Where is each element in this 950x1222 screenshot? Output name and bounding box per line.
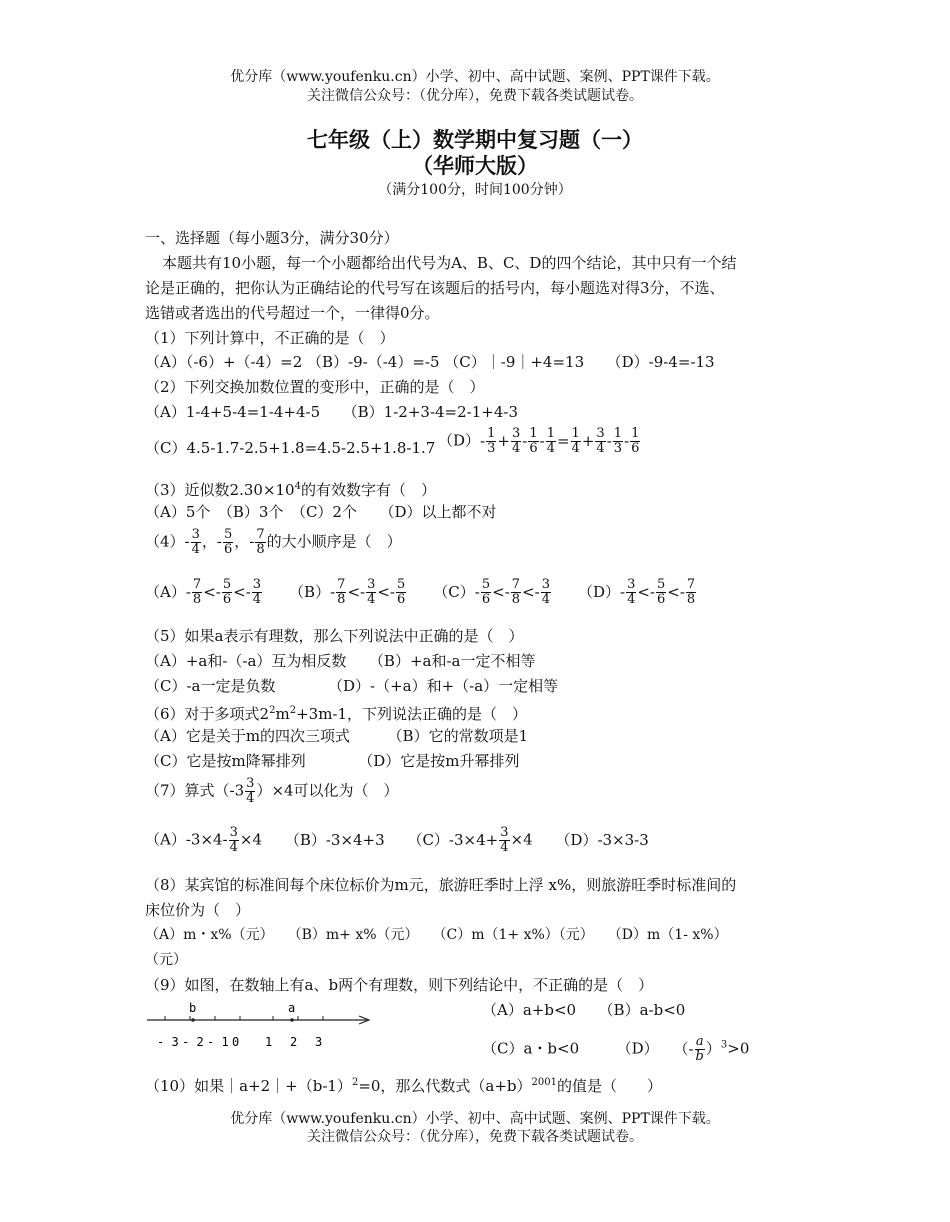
q9-opt-d-tail: >0 [727,1039,750,1058]
q4-option-fraction [511,578,521,607]
q4-sign: ，- [234,532,255,551]
q4-option-label: （C） [433,582,475,601]
q4-fraction [255,528,265,557]
q6-stem-c: +3m-1，下列说法正确的是（ ） [296,705,528,723]
q5-stem: （5）如果a表示有理数，那么下列说法中正确的是（ ） [145,627,524,645]
q4-sign: ，- [201,532,222,551]
page-title: 七年级（上）数学期中复习题（一） [307,127,643,152]
q1-stem: （1）下列计算中，不正确的是（ ） [145,329,395,347]
intro-line-3: 选错或者选出的代号超过一个，一律得0分。 [145,304,440,322]
q9-options-cd [482,1035,749,1064]
q3-stem [145,477,436,500]
q8-options: （A）m・x%（元） （B）m+ x%（元） （C）m（1+ x%）（元） （D）m（1- x%） [145,927,728,943]
point-b-dot [191,1018,195,1022]
footer-line-2: 关注微信公众号：（优分库），免费下载各类试题试卷。 [307,1129,643,1145]
q4-stem [145,528,402,557]
point-b-label: b [189,1001,197,1015]
number-line-figure [145,1000,385,1060]
header-line-1: 优分库（www.youfenku.cn）小学、初中、高中试题、案例、PPT课件下载。 [230,69,720,85]
point-a-label: a [288,1001,296,1015]
q6-stem [145,701,527,724]
q7-opt-a: （A）-3×4- [145,830,228,849]
q2-option-d-label: （D） [438,431,481,450]
q5-options-cd: （C）-a一定是负数 （D）-（+a）和+（-a）一定相等 [145,677,559,695]
q9-options-ab: （A）a+b<0 （B）a-b<0 [482,1001,686,1019]
q4-option [289,577,407,607]
q4-option-sign: <- [667,582,685,601]
q4-option-fraction-num: 7 [511,577,521,592]
q4-option-sign: <- [233,582,251,601]
q1-options: （A）（-6）+（-4）=2 （B）-9-（-4）=-5 （C）｜-9｜+4=13 （D）-9-4=-13 [145,353,715,371]
q4-option-fraction-num: 3 [541,577,550,592]
q4-option-fraction-den: 4 [627,592,636,607]
edition-title: （华师大版） [412,153,538,178]
q4-option-fraction-den: 6 [657,592,666,607]
q3-stem-a: （3）近似数2.30×10 [145,481,295,499]
q6-stem-b: m [275,705,290,723]
q7-options [145,826,649,855]
q4-option-fraction [541,578,551,607]
q4-option-sign: - [474,582,480,601]
q4-option [433,577,552,607]
q6-options-cd: （C）它是按m降幂排列 （D）它是按m升幂排列 [145,752,520,770]
q4-option-sign: <- [522,582,540,601]
q4-option-label: （A） [145,582,186,601]
q2d-fraction-num: 3 [511,426,521,441]
q7-frac-den: 4 [246,791,255,806]
q2d-fraction-num: 1 [487,426,496,441]
q4-option-sign: <- [492,582,510,601]
q7-frac-num: 3 [246,776,255,791]
q4-option-fraction-num: 7 [337,577,346,592]
q4-option-fraction [192,578,202,607]
q4-fraction-den: 8 [256,542,265,557]
q7-mixed-fraction [245,777,255,806]
q6-sup-1: 2 [269,705,276,716]
q4-option-fraction-num: 5 [397,577,406,592]
q4-fraction-den: 6 [223,542,233,557]
q4-option-fraction-den: 8 [511,592,521,607]
q4-fraction-num: 3 [191,527,200,542]
q2d-fraction-den: 4 [596,441,605,456]
q4-option-sign: <- [347,582,366,601]
q2-options-ab: （A）1-4+5-4=1-4+4-5 （B）1-2+3-4=2-1+4-3 [145,403,519,421]
q9-opt-d-pre: （- [673,1039,694,1058]
q2d-fraction [511,427,521,456]
q4-option-fraction-den: 8 [686,592,696,607]
q4-label: （4） [145,532,185,551]
q3-stem-b: 的有效数字有（ ） [300,481,436,499]
q4-option-fraction-den: 4 [541,592,550,607]
q2d-fraction [571,427,581,456]
q6-stem-a: （6）对于多项式2 [145,705,270,723]
q4-option-fraction-num: 5 [657,577,666,592]
q4-option-fraction [686,578,696,607]
q9-opt-d-exp: 3 [720,1039,728,1051]
q7-opt-a-tail: ×4 [239,830,263,849]
q2d-fraction-num: 1 [546,426,555,441]
intro-line-2: 论是正确的，把你认为正确结论的代号写在该题后的括号内，每小题选对得3分，不选、 [145,279,725,297]
q7-stem [145,777,399,806]
q2d-fraction-num: 3 [596,426,605,441]
footer-line-1: 优分库（www.youfenku.cn）小学、初中、高中试题、案例、PPT课件下载。 [230,1111,720,1127]
tick-label: - 3 [157,1035,179,1049]
q2-option-d [438,427,641,456]
section-heading: 一、选择题（每小题3分，满分30分） [145,229,399,247]
q4-option-fraction-den: 8 [192,592,202,607]
q2d-fraction-num: 1 [631,426,640,441]
intro-line-1: 本题共有10小题，每一个小题都给出代号为A、B、C、D的四个结论，其中只有一个结 [162,254,737,272]
q4-option-fraction [252,578,262,607]
q2d-fraction-num: 1 [529,426,538,441]
q9-opt-c: （C）a・b<0 （D） [482,1039,659,1058]
q10-sup-2: 2001 [531,1077,557,1088]
header-line-2: 关注微信公众号：（优分库），免费下载各类试题试卷。 [307,88,643,104]
q7-opt-c-tail: ×4 [510,830,533,849]
q4-option-sign: <- [637,582,655,601]
q2d-fraction-den: 3 [487,441,496,456]
q7-opt-c-den: 4 [500,840,509,855]
tick-label: - 2 [182,1035,204,1049]
q8-stem-1: （8）某宾馆的标准间每个床位标价为m元，旅游旺季时上浮 x%，则旅游旺季时标准间的 [145,876,737,894]
q7-opt-b: （B）-3×4+3 [284,830,385,849]
q4-option-fraction [481,578,491,607]
q9-frac-num: a [695,1034,704,1049]
q2d-op: + [497,431,510,450]
q4-fraction-num: 5 [223,527,233,542]
q4-option-fraction [396,578,406,607]
q2-stem: （2）下列交换加数位置的变形中，正确的是（ ） [145,378,485,396]
q4-fraction [191,528,201,557]
q4-option-fraction-den: 8 [337,592,346,607]
q4-fraction-den: 4 [191,542,200,557]
q2d-fraction-den: 6 [529,441,538,456]
tick-label: - 1 [207,1035,229,1049]
q4-option-fraction [222,578,232,607]
q7-opt-a-num: 3 [229,825,238,840]
q2d-fraction [630,427,640,456]
exam-info: （满分100分，时间100分钟） [378,182,572,198]
q10-sup-1: 2 [351,1077,359,1088]
q4-option-sign: - [330,582,336,601]
q3-exponent: 4 [294,481,301,492]
q2-option-c: （C）4.5-1.7-2.5+1.8=4.5-2.5+1.8-1.7 [145,439,436,457]
q2d-fraction-num: 1 [571,426,580,441]
q4-fraction [223,528,233,557]
q2d-op: - [624,431,630,450]
q2d-fraction [613,427,623,456]
q4-option-label: （D） [577,582,620,601]
q7-opt-a-frac [229,826,239,855]
q2d-fraction [595,427,605,456]
tick-label: 3 [315,1035,323,1049]
q2d-op: - [480,431,486,450]
q4-option-sign: - [185,582,191,601]
q7-opt-d: （D）-3×3-3 [555,830,649,849]
q10-stem-a: （10）如果｜a+2｜+（b-1） [145,1077,352,1095]
q4-option-fraction-num: 3 [367,577,376,592]
q2d-fraction-num: 1 [613,426,623,441]
q4-option-fraction-num: 7 [686,577,696,592]
q2d-fraction-den: 4 [546,441,555,456]
q4-sign: - [184,532,190,551]
q2d-op: - [606,431,612,450]
q4-fraction-num: 7 [256,527,265,542]
q10-stem [145,1073,662,1096]
q2d-fraction [528,427,538,456]
q9-opt-d-frac [695,1035,705,1064]
q5-options-ab: （A）+a和-（-a）互为相反数 （B）+a和-a一定不相等 [145,652,536,670]
q4-option-label: （B） [289,582,331,601]
q6-sup-2: 2 [289,705,297,716]
q2-option-d-expression [480,426,641,456]
q10-stem-b: =0，那么代数式（a+b） [358,1077,532,1095]
q4-option-fraction-num: 3 [252,577,262,592]
q4-options [145,578,697,607]
q4-option-fraction-den: 6 [481,592,491,607]
q4-option-fraction-den: 4 [367,592,376,607]
q2d-op: - [522,431,528,450]
q3-options: （A）5个 （B）3个 （C）2个 （D）以上都不对 [145,503,497,521]
q4-option-fraction [366,578,376,607]
q8-options-tail: （元） [145,952,187,968]
tick-label: 2 [290,1035,298,1049]
number-line-ticks [157,1016,323,1049]
q10-stem-c: 的值是（ ） [557,1077,663,1095]
q2d-op: - [539,431,545,450]
q4-option-sign: <- [377,582,395,601]
q9-opt-d-post: ） [705,1039,721,1058]
q7-opt-a-den: 4 [229,840,238,855]
q4-option [145,577,263,607]
q2d-fraction-den: 3 [613,441,623,456]
q4-option-fraction [656,578,666,607]
q2d-fraction-den: 4 [511,441,521,456]
q4-option-fraction [336,578,346,607]
tick-label: 0 [232,1035,240,1049]
q4-stem-tail: 的大小顺序是（ ） [266,532,402,551]
q4-option-sign: <- [203,582,221,601]
q4-option-fraction-num: 5 [222,577,232,592]
tick-label: 1 [265,1035,273,1049]
q4-option-sign: - [620,582,626,601]
q4-option-fraction-num: 5 [481,577,491,592]
q4-option-fraction-num: 7 [192,577,202,592]
q7-stem-b: ）×4可以化为（ ） [256,781,399,800]
q4-option-fraction-den: 6 [222,592,232,607]
q6-options-ab: （A）它是关于m的四次三项式 （B）它的常数项是1 [145,727,529,745]
q2d-op: + [581,431,595,450]
q7-opt-c-frac [499,826,509,855]
q4-option-fraction-den: 4 [252,592,262,607]
q4-option-fraction [626,578,636,607]
q4-option-fraction-num: 3 [627,577,636,592]
q2d-fraction-den: 6 [631,441,640,456]
q2d-fraction [486,427,496,456]
q7-opt-c: （C）-3×4+ [407,830,499,849]
q7-stem-a: （7）算式（-3 [145,781,245,800]
q4-option-fraction-den: 6 [397,592,406,607]
q9-stem: （9）如图，在数轴上有a、b两个有理数，则下列结论中，不正确的是（ ） [145,976,654,994]
q9-frac-den: b [695,1049,704,1064]
q2d-fraction [546,427,556,456]
q7-opt-c-num: 3 [500,825,509,840]
q4-option [577,577,697,607]
q2d-fraction-den: 4 [571,441,580,456]
point-a-dot [290,1018,294,1022]
q2d-op: = [556,431,570,450]
q8-stem-2: 床位价为（ ） [145,901,251,919]
